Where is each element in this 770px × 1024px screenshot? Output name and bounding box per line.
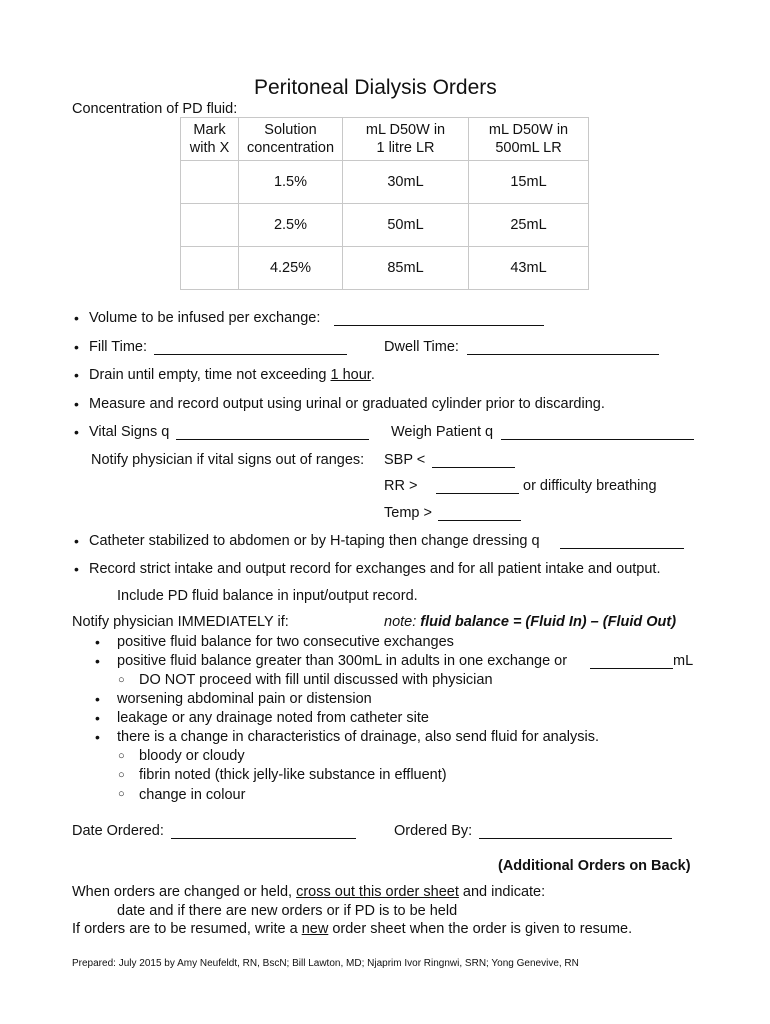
litre-cell: 85mL bbox=[343, 247, 469, 290]
rr-label: RR > bbox=[384, 478, 418, 494]
rr-field[interactable] bbox=[436, 479, 519, 494]
fluid-balance-note: note: fluid balance = (Fluid In) – (Fluid Out) bbox=[384, 614, 677, 630]
vital-signs-label: Vital Signs q bbox=[89, 424, 170, 440]
circle-bullet-icon: ○ bbox=[118, 788, 125, 800]
resume-instructions: If orders are to be resumed, write a new order sheet when the order is given to resume. bbox=[72, 921, 633, 937]
bullet-icon: • bbox=[95, 729, 100, 745]
notify-item: worsening abdominal pain or distension bbox=[117, 691, 372, 707]
notify-item: positive fluid balance greater than 300mL in adults in one exchange or bbox=[117, 653, 568, 669]
drain-limit: 1 hour bbox=[330, 367, 371, 383]
header-mark: Mark with X bbox=[181, 118, 239, 161]
concentration-table bbox=[180, 117, 589, 290]
header-litre: mL D50W in 1 litre LR bbox=[343, 118, 469, 161]
fill-time-field[interactable] bbox=[154, 340, 347, 355]
bullet-icon: • bbox=[74, 424, 79, 440]
half-litre-cell: 25mL bbox=[469, 204, 589, 247]
fill-time-label: Fill Time: bbox=[89, 339, 147, 355]
dressing-field[interactable] bbox=[560, 534, 684, 549]
concentration-label: Concentration of PD fluid: bbox=[72, 101, 238, 117]
bullet-icon: • bbox=[95, 634, 100, 650]
weigh-patient-field[interactable] bbox=[501, 425, 694, 440]
change-instructions-detail: date and if there are new orders or if PD is to be held bbox=[117, 903, 458, 919]
notify-subitem: DO NOT proceed with fill until discussed with physician bbox=[139, 672, 493, 688]
bullet-icon: • bbox=[95, 653, 100, 669]
drain-instruction: Drain until empty, time not exceeding 1 hour. bbox=[89, 367, 375, 383]
header-half-litre: mL D50W in 500mL LR bbox=[469, 118, 589, 161]
include-instruction: Include PD fluid balance in input/output record. bbox=[117, 588, 418, 604]
bullet-icon: • bbox=[74, 396, 79, 412]
mark-cell[interactable] bbox=[181, 247, 239, 290]
bullet-icon: • bbox=[95, 691, 100, 707]
threshold-field[interactable] bbox=[590, 654, 673, 669]
volume-label: Volume to be infused per exchange: bbox=[89, 310, 321, 326]
date-ordered-field[interactable] bbox=[171, 824, 356, 839]
dwell-time-label: Dwell Time: bbox=[384, 339, 459, 355]
measure-instruction: Measure and record output using urinal or graduated cylinder prior to discarding. bbox=[89, 396, 605, 412]
weigh-patient-label: Weigh Patient q bbox=[391, 424, 494, 440]
footer-credits: Prepared: July 2015 by Amy Neufeldt, RN, BscN; Bill Lawton, MD; Njaprim Ivor Ringnwi, SRN; Yong Genevive, RN bbox=[72, 958, 579, 969]
ordered-by-label: Ordered By: bbox=[394, 823, 473, 839]
date-ordered-label: Date Ordered: bbox=[72, 823, 164, 839]
sbp-label: SBP < bbox=[384, 452, 426, 468]
table-header-row bbox=[181, 118, 589, 161]
notify-ranges-label: Notify physician if vital signs out of ranges: bbox=[91, 452, 365, 468]
change-instructions: When orders are changed or held, cross out this order sheet and indicate: bbox=[72, 884, 546, 900]
circle-bullet-icon: ○ bbox=[118, 769, 125, 781]
bullet-icon: • bbox=[74, 310, 79, 326]
notify-subitem: change in colour bbox=[139, 787, 246, 803]
table-row bbox=[181, 204, 589, 247]
litre-cell: 30mL bbox=[343, 161, 469, 204]
bullet-icon: • bbox=[74, 367, 79, 383]
bullet-icon: • bbox=[74, 533, 79, 549]
rr-suffix: or difficulty breathing bbox=[523, 478, 657, 494]
header-solution: Solution concentration bbox=[239, 118, 343, 161]
bullet-icon: • bbox=[74, 561, 79, 577]
record-instruction: Record strict intake and output record for exchanges and for all patient intake and output. bbox=[89, 561, 661, 577]
temp-field[interactable] bbox=[438, 506, 521, 521]
notify-item: there is a change in characteristics of drainage, also send fluid for analysis. bbox=[117, 729, 599, 745]
concentration-cell: 1.5% bbox=[239, 161, 343, 204]
notify-heading: Notify physician IMMEDIATELY if: bbox=[72, 614, 289, 630]
notify-item: leakage or any drainage noted from catheter site bbox=[117, 710, 429, 726]
temp-label: Temp > bbox=[384, 505, 432, 521]
litre-cell: 50mL bbox=[343, 204, 469, 247]
additional-orders-note: (Additional Orders on Back) bbox=[498, 858, 691, 874]
table-row bbox=[181, 247, 589, 290]
concentration-cell: 4.25% bbox=[239, 247, 343, 290]
dwell-time-field[interactable] bbox=[467, 340, 659, 355]
table-row bbox=[181, 161, 589, 204]
notify-subitem: fibrin noted (thick jelly-like substance in effluent) bbox=[139, 767, 447, 783]
notify-subitem: bloody or cloudy bbox=[139, 748, 245, 764]
circle-bullet-icon: ○ bbox=[118, 750, 125, 762]
concentration-cell: 2.5% bbox=[239, 204, 343, 247]
notify-item: positive fluid balance for two consecutive exchanges bbox=[117, 634, 454, 650]
mark-cell[interactable] bbox=[181, 161, 239, 204]
threshold-unit: mL bbox=[673, 653, 694, 669]
half-litre-cell: 15mL bbox=[469, 161, 589, 204]
sbp-field[interactable] bbox=[432, 453, 515, 468]
vital-signs-field[interactable] bbox=[176, 425, 369, 440]
catheter-instruction: Catheter stabilized to abdomen or by H-taping then change dressing q bbox=[89, 533, 540, 549]
circle-bullet-icon: ○ bbox=[118, 674, 125, 686]
volume-field[interactable] bbox=[334, 311, 544, 326]
mark-cell[interactable] bbox=[181, 204, 239, 247]
bullet-icon: • bbox=[95, 710, 100, 726]
half-litre-cell: 43mL bbox=[469, 247, 589, 290]
bullet-icon: • bbox=[74, 339, 79, 355]
page-title: Peritoneal Dialysis Orders bbox=[254, 76, 497, 99]
ordered-by-field[interactable] bbox=[479, 824, 672, 839]
